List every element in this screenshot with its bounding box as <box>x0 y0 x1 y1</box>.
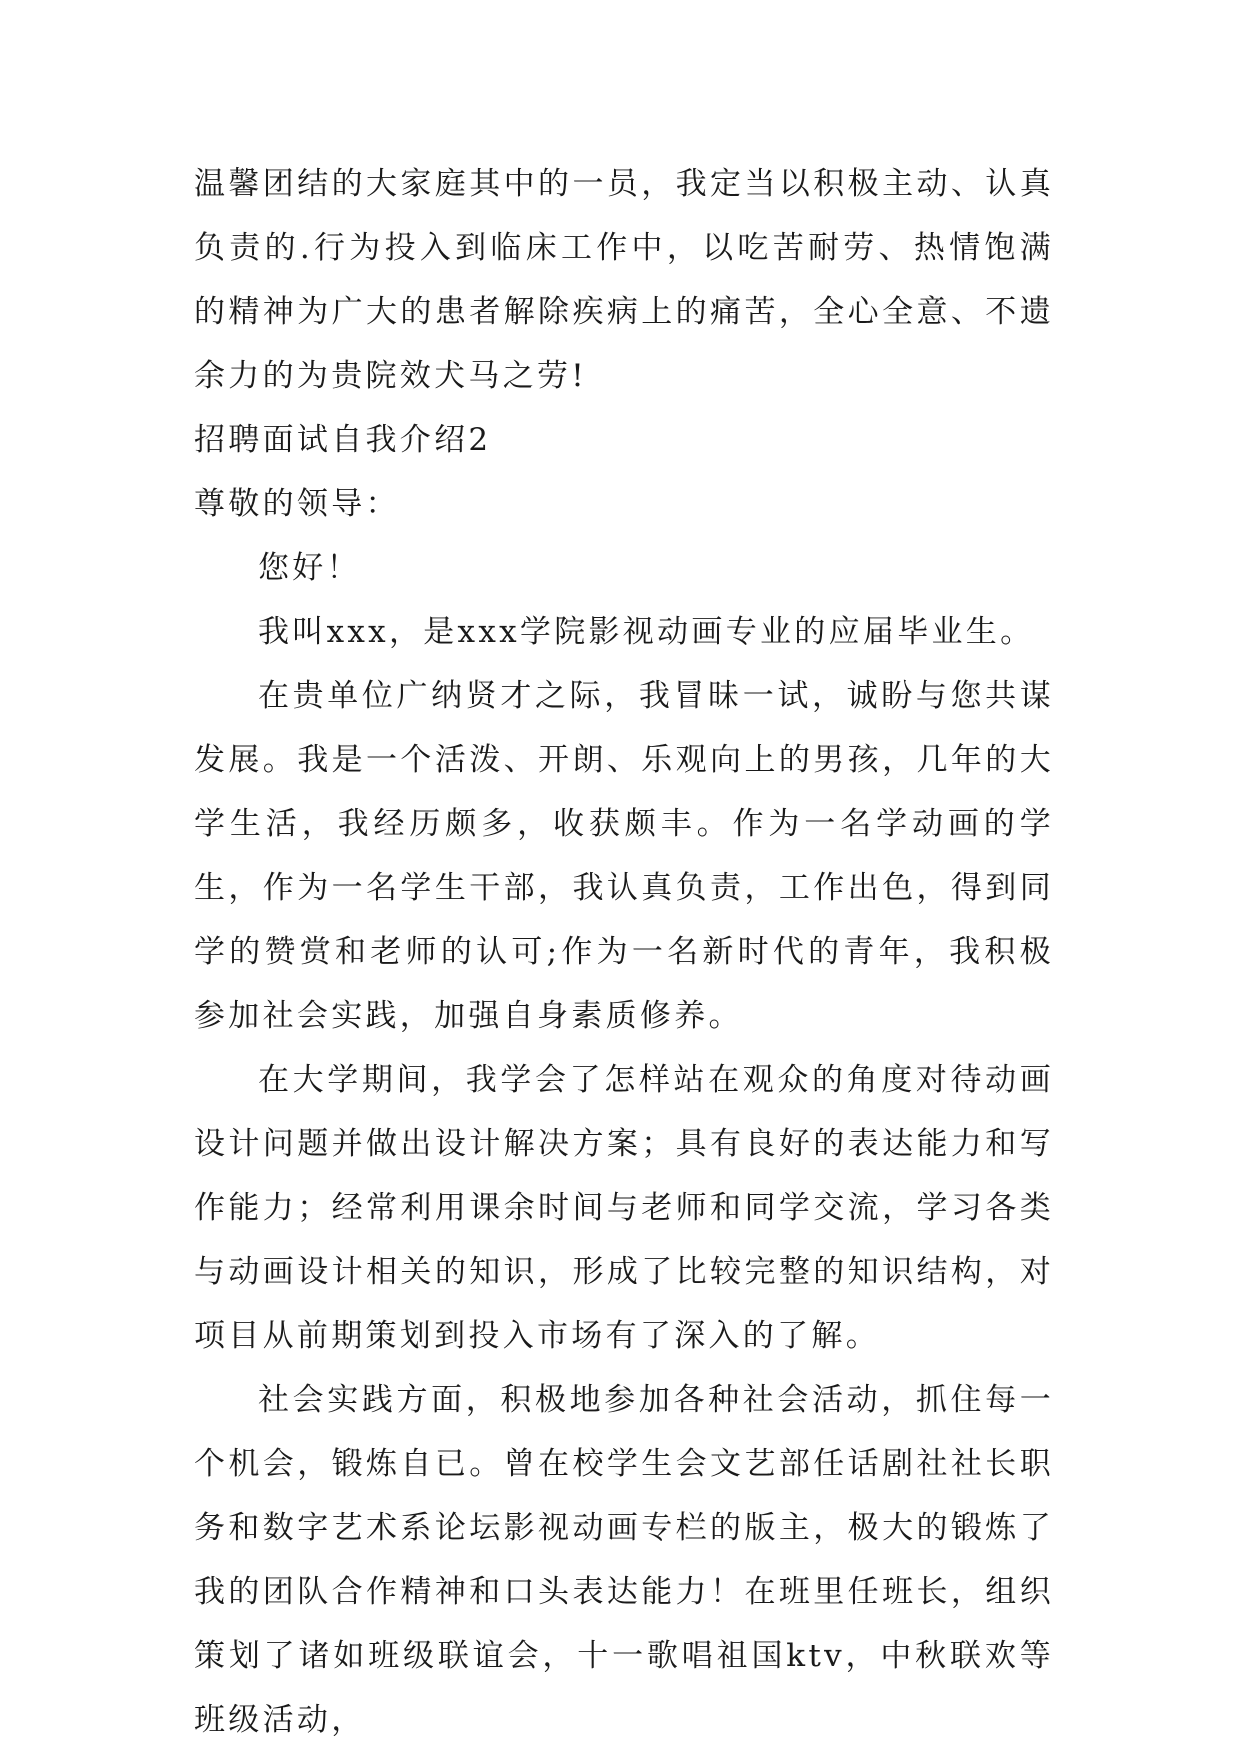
paragraph-personality: 在贵单位广纳贤才之际，我冒昧一试，诚盼与您共谋发展。我是一个活泼、开朗、乐观向上的男孩，几年的大学生活，我经历颇多，收获颇丰。作为一名学动画的学生，作为一名学生干部，我认真负责，工作出色，得到同学的赞赏和老师的认可;作为一名新时代的青年，我积极参加社会实践，加强自身素质修养。 <box>194 678 1054 1034</box>
document-body <box>194 152 1054 1752</box>
paragraph-continuation: 温馨团结的大家庭其中的一员，我定当以积极主动、认真负责的.行为投入到临床工作中，以吃苦耐劳、热情饱满的精神为广大的患者解除疾病上的痛苦，全心全意、不遗余力的为贵院效犬马之劳! <box>194 166 1054 394</box>
paragraph-intro: 我叫xxx，是xxx学院影视动画专业的应届毕业生。 <box>258 614 1035 650</box>
greeting: 您好！ <box>258 550 361 586</box>
paragraph-university: 在大学期间，我学会了怎样站在观众的角度对待动画设计问题并做出设计解决方案；具有良好的表达能力和写作能力；经常利用课余时间与老师和同学交流，学习各类与动画设计相关的知识，形成了比较完整的知识结构，对项目从前期策划到投入市场有了深入的了解。 <box>194 1062 1054 1354</box>
paragraph-social-practice: 社会实践方面，积极地参加各种社会活动，抓住每一个机会，锻炼自已。曾在校学生会文艺部任话剧社社长职务和数字艺术系论坛影视动画专栏的版主，极大的锻炼了我的团队合作精神和口头表达能力！在班里任班长，组织策划了诸如班级联谊会，十一歌唱祖国ktv，中秋联欢等班级活动， <box>194 1382 1054 1738</box>
salutation: 尊敬的领导： <box>194 486 400 522</box>
section-title: 招聘面试自我介绍2 <box>194 422 492 458</box>
